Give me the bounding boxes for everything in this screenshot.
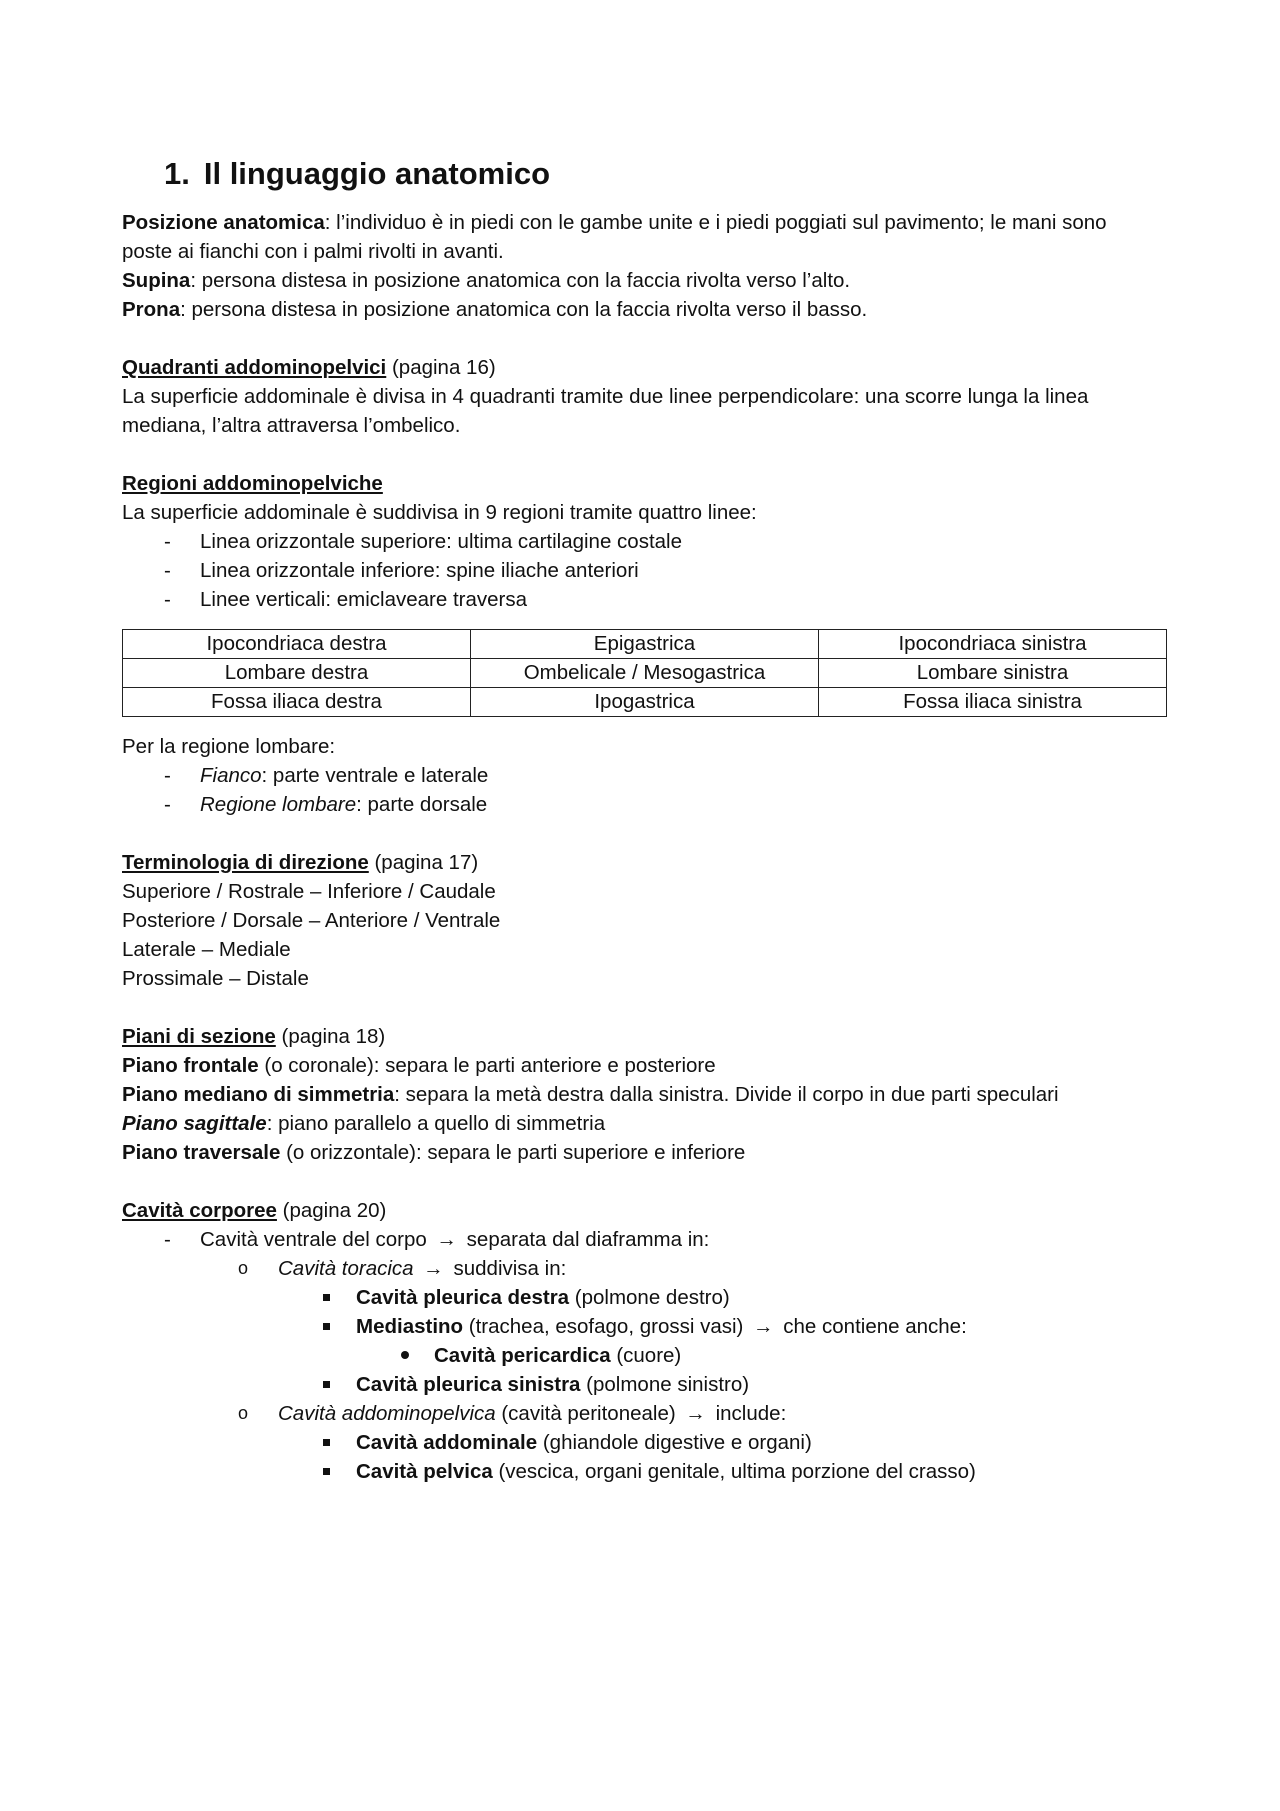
dash-bullet: - [164,793,171,816]
list-item: - Linee verticali: emiclaveare traversa [122,585,1167,614]
list-item: Cavità pelvica (vescica, organi genitale, ultima porzione del crasso) [356,1457,1167,1486]
circle-bullet-icon: o [238,1258,249,1278]
def-posizione-anatomica-cont: poste ai fianchi con i palmi rivolti in avanti. [122,240,504,263]
def-supina: Supina: persona distesa in posizione anatomica con la faccia rivolta verso l’alto. [122,269,851,292]
dash-bullet: - [164,530,171,553]
def-piano-sagittale: Piano sagittale: piano parallelo a quello di simmetria [122,1112,606,1135]
dash-bullet: - [164,764,171,787]
table-cell: Fossa iliaca destra [123,688,471,717]
table-row [123,630,1167,659]
list-item: o Cavità addominopelvica (cavità peritoneale) → include: Cavità addominale (ghiandole digestive e organi) Cavità pelvica (vescica, organi genitale, ultima porzione del crasso) [200,1399,1167,1486]
table-cell: Ombelicale / Mesogastrica [471,659,819,688]
paragraph-line: La superficie addominale è divisa in 4 quadranti tramite due linee perpendicolare: una scorre lunga la linea [122,385,1089,408]
square-bullet-icon [323,1323,330,1330]
paragraph-line: Posteriore / Dorsale – Anteriore / Ventrale [122,909,501,932]
page-title [164,154,1167,194]
table-cell: Ipocondriaca destra [123,630,471,659]
toracica-sublist [356,1283,1167,1399]
section-heading-cavita: Cavità corporee (pagina 20) [122,1199,387,1222]
paragraph-line: Superiore / Rostrale – Inferiore / Caudale [122,880,496,903]
paragraph-line: mediana, l’altra attraversa l’ombelico. [122,414,461,437]
dot-bullet-icon [401,1351,409,1359]
paragraph-line: Laterale – Mediale [122,938,291,961]
dash-bullet: - [164,588,171,611]
list-item: Mediastino (trachea, esofago, grossi vasi) → che contiene anche: Cavità pericardica (cuore) [356,1312,1167,1370]
paragraph-line: Prossimale – Distale [122,967,309,990]
table-row [123,688,1167,717]
def-piano-traversale: Piano traversale (o orizzontale): separa le parti superiore e inferiore [122,1141,746,1164]
table-cell: Lombare sinistra [819,659,1167,688]
list-item: - Regione lombare: parte dorsale [122,790,1167,819]
square-bullet-icon [323,1439,330,1446]
addominopelvica-sublist [356,1428,1167,1486]
dash-bullet: - [164,1228,171,1251]
table-cell: Fossa iliaca sinistra [819,688,1167,717]
def-piano-frontale: Piano frontale (o coronale): separa le parti anteriore e posteriore [122,1054,716,1077]
mediastino-sublist [434,1341,1167,1370]
section-quadranti [122,353,1167,440]
list-item: o Cavità toracica → suddivisa in: Cavità pleurica destra (polmone destro) Mediastino (trachea, esofago, grossi vasi) → che contiene anche: Cavità pericardica (cuore) Cavità pleurica sinistra (polmone sinistro) [200,1254,1167,1399]
section-direzione [122,848,1167,993]
section-heading-direzione: Terminologia di direzione (pagina 17) [122,851,479,874]
table-cell: Ipocondriaca sinistra [819,630,1167,659]
section-regioni [122,469,1167,819]
section-heading-quadranti: Quadranti addominopelvici (pagina 16) [122,356,496,379]
table-cell: Epigastrica [471,630,819,659]
list-item: - Fianco: parte ventrale e laterale [122,761,1167,790]
table-cell: Ipogastrica [471,688,819,717]
regions-table [122,629,1167,717]
table-cell: Lombare destra [123,659,471,688]
document-content [122,154,1167,1486]
arrow-right-icon: → [753,1315,774,1338]
lombare-list [122,761,1167,819]
dash-bullet: - [164,559,171,582]
arrow-right-icon: → [436,1228,457,1251]
list-item: Cavità addominale (ghiandole digestive e organi) [356,1428,1167,1457]
def-posizione-anatomica: Posizione anatomica: l’individuo è in piedi con le gambe unite e i piedi poggiati sul pavimento; le mani sono [122,211,1107,234]
list-item: - Linea orizzontale superiore: ultima cartilagine costale [122,527,1167,556]
title-number: 1. [164,156,190,191]
square-bullet-icon [323,1468,330,1475]
section-cavita [122,1196,1167,1486]
square-bullet-icon [323,1381,330,1388]
paragraph-line: La superficie addominale è suddivisa in 9 regioni tramite quattro linee: [122,501,757,524]
cavita-list [122,1225,1167,1254]
section-heading-piani: Piani di sezione (pagina 18) [122,1025,386,1048]
list-item: - Cavità ventrale del corpo → separata dal diaframma in: [122,1225,1167,1254]
title-text: Il linguaggio anatomico [203,156,551,191]
def-piano-mediano: Piano mediano di simmetria: separa la metà destra dalla sinistra. Divide il corpo in due parti speculari [122,1083,1059,1106]
table-row [123,659,1167,688]
list-item: Cavità pleurica destra (polmone destro) [356,1283,1167,1312]
section-piani [122,1022,1167,1167]
def-prona: Prona: persona distesa in posizione anatomica con la faccia rivolta verso il basso. [122,298,868,321]
circle-bullet-icon: o [238,1403,249,1423]
list-item: - Linea orizzontale inferiore: spine iliache anteriori [122,556,1167,585]
cavita-ventrale-sublist [200,1254,1167,1486]
regioni-lines-list [122,527,1167,614]
arrow-right-icon: → [423,1257,444,1280]
list-item: Cavità pericardica (cuore) [434,1341,1167,1370]
square-bullet-icon [323,1294,330,1301]
section-heading-regioni: Regioni addominopelviche [122,472,383,495]
arrow-right-icon: → [685,1402,706,1425]
paragraph-line: Per la regione lombare: [122,735,336,758]
list-item: Cavità pleurica sinistra (polmone sinistro) [356,1370,1167,1399]
